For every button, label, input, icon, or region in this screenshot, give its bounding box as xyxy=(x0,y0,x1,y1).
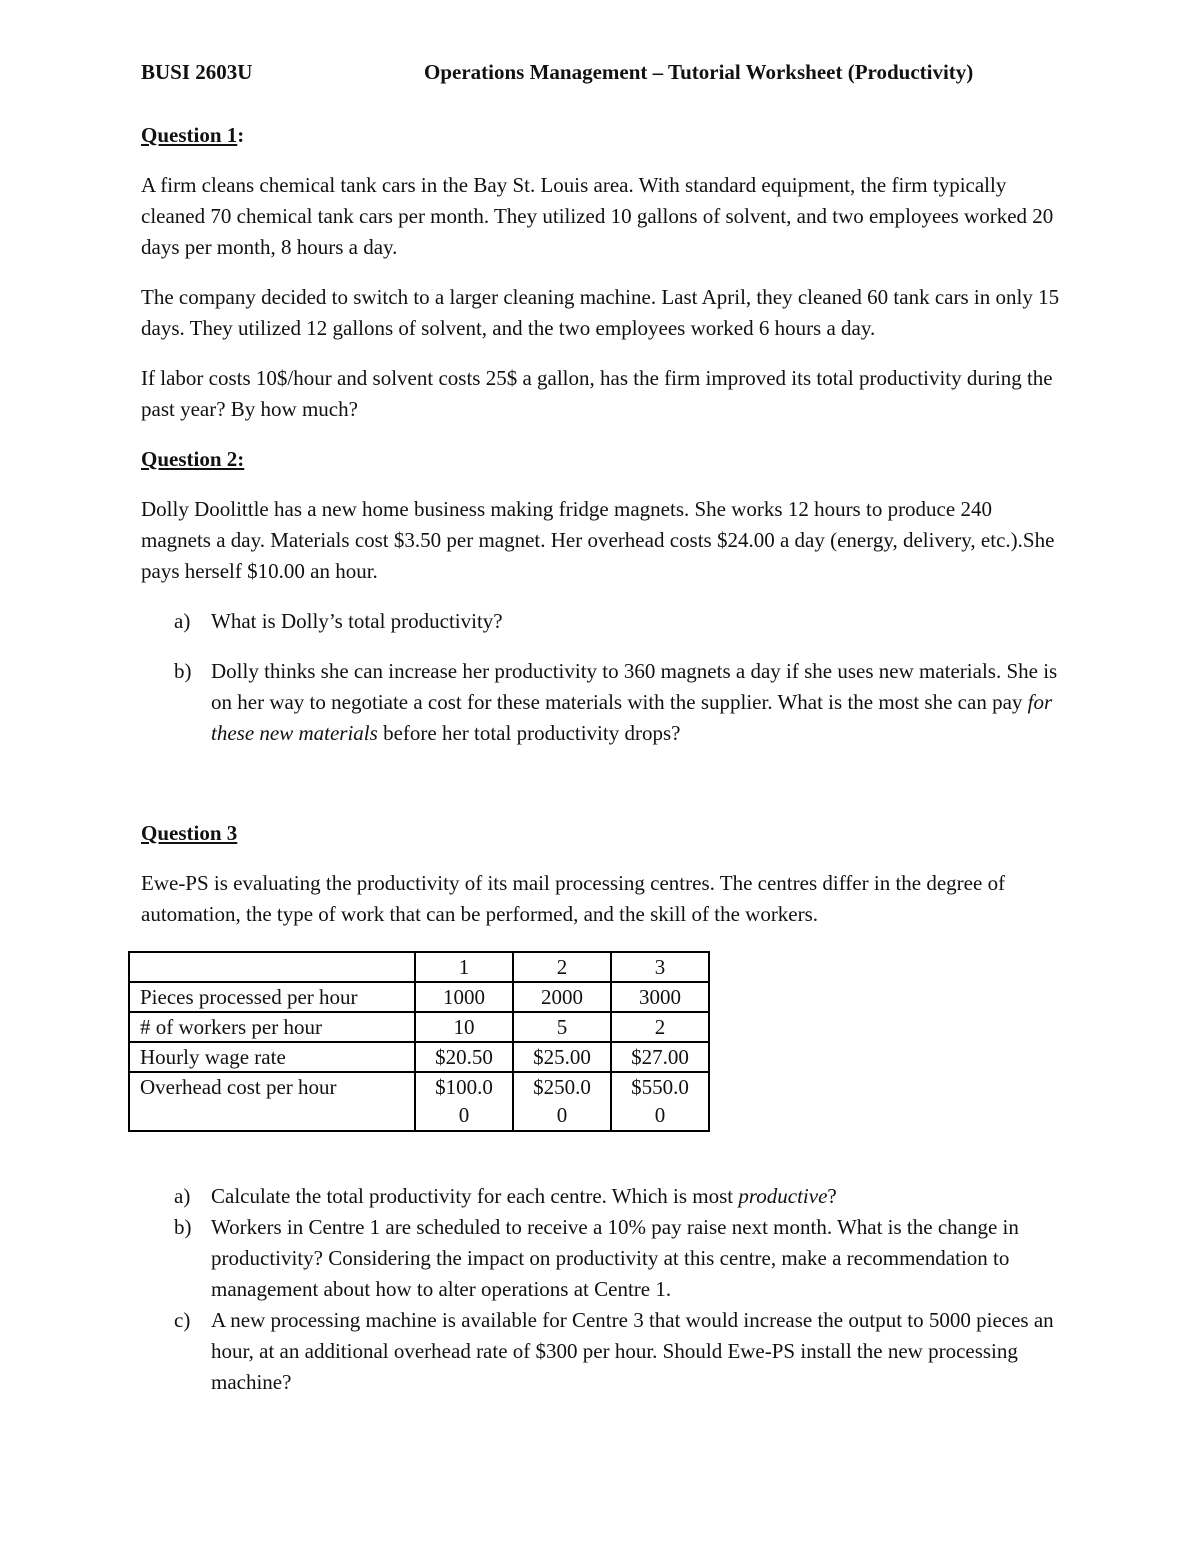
item-text: What is Dolly’s total productivity? xyxy=(211,609,503,633)
table-header-row xyxy=(129,952,709,982)
table-row-label: # of workers per hour xyxy=(129,1012,415,1042)
item-text xyxy=(211,1181,1066,1212)
question-3-item-a xyxy=(174,1181,1066,1212)
question-1-paragraph-2: The company decided to switch to a larger cleaning machine. Last April, they cleaned 60 tank cars in only 15 days. They utilized 12 gallons of solvent, and the two employees worked 6 hours a day. xyxy=(141,285,1060,340)
question-1-heading-text: Question 1 xyxy=(141,123,238,147)
table-row xyxy=(129,1072,709,1131)
item-text: A new processing machine is available for Centre 3 that would increase the output to 5000 pieces an hour, at an additional overhead rate of $300 per hour. Should Ewe-PS install the new processing machine? xyxy=(211,1308,1054,1394)
question-2-paragraph-1: Dolly Doolittle has a new home business making fridge magnets. She works 12 hours to produce 240 magnets a day. Materials cost $3.50 per magnet. Her overhead costs $24.00 a day (energy, delivery, etc.).She pays herself $10.00 an hour. xyxy=(141,497,1055,583)
table-cell: 10 xyxy=(415,1012,513,1042)
item-text-part: before her total productivity drops? xyxy=(377,721,681,745)
question-1-heading-colon: : xyxy=(237,123,245,147)
table-column-header: 1 xyxy=(415,952,513,982)
question-3-item-b xyxy=(174,1212,1066,1305)
table-cell: 3000 xyxy=(611,982,709,1012)
item-text-part: ? xyxy=(827,1184,837,1208)
table-cell: $550.0 0 xyxy=(611,1072,709,1131)
worksheet-title: Operations Management – Tutorial Worksheet (Productivity) xyxy=(424,60,974,84)
table-cell: 1000 xyxy=(415,982,513,1012)
question-3-paragraph-1: Ewe-PS is evaluating the productivity of its mail processing centres. The centres differ in the degree of automation, the type of work that can be performed, and the skill of the workers. xyxy=(141,871,1006,926)
question-3-heading: Question 3 xyxy=(141,821,238,845)
item-label: a) xyxy=(174,1184,191,1208)
table-column-header: 3 xyxy=(611,952,709,982)
item-label: c) xyxy=(174,1308,191,1332)
course-code: BUSI 2603U xyxy=(141,60,253,84)
table-cell: $100.0 0 xyxy=(415,1072,513,1131)
table-row xyxy=(129,1012,709,1042)
question-1-paragraph-1: A firm cleans chemical tank cars in the Bay St. Louis area. With standard equipment, the firm typically cleaned 70 chemical tank cars per month. They utilized 10 gallons of solvent, and two employees worked 20 days per month, 8 hours a day. xyxy=(141,173,1054,259)
item-text xyxy=(211,656,1066,749)
table-cell: $27.00 xyxy=(611,1042,709,1072)
table-cell: 5 xyxy=(513,1012,611,1042)
centres-table xyxy=(128,951,710,1132)
table-cell: $25.00 xyxy=(513,1042,611,1072)
table-row xyxy=(129,982,709,1012)
item-text-emphasis: productive xyxy=(738,1184,828,1208)
table-row-label: Hourly wage rate xyxy=(129,1042,415,1072)
table-row xyxy=(129,1042,709,1072)
table-cell: 2000 xyxy=(513,982,611,1012)
item-text-part: Dolly thinks she can increase her productivity to 360 magnets a day if she uses new materials. She is on her way to negotiate a cost for these materials with the supplier. What is the most she can pay xyxy=(211,659,1058,714)
table-column-header: 2 xyxy=(513,952,611,982)
table-cell: $20.50 xyxy=(415,1042,513,1072)
question-2-item-b xyxy=(174,656,1066,749)
item-text-part: Calculate the total productivity for each centre. Which is most xyxy=(211,1184,739,1208)
item-label: a) xyxy=(174,609,191,633)
item-label: b) xyxy=(174,659,192,683)
question-3-item-c xyxy=(174,1305,1066,1398)
question-2-item-a xyxy=(174,606,1066,637)
question-2-heading: Question 2: xyxy=(141,447,245,471)
question-1-heading xyxy=(141,120,1066,151)
table-row-label: Pieces processed per hour xyxy=(129,982,415,1012)
table-corner-cell xyxy=(129,952,415,982)
item-text: Workers in Centre 1 are scheduled to receive a 10% pay raise next month. What is the change in productivity? Considering the impact on productivity at this centre, make a recommendation to management about how to alter operations at Centre 1. xyxy=(211,1215,1019,1301)
item-label: b) xyxy=(174,1215,192,1239)
table-row-label: Overhead cost per hour xyxy=(129,1072,415,1131)
worksheet-content xyxy=(141,120,1066,1398)
item-text-emphasis: for these new materials xyxy=(211,690,1053,745)
question-1-paragraph-3: If labor costs 10$/hour and solvent costs 25$ a gallon, has the firm improved its total productivity during the past year? By how much? xyxy=(141,366,1053,421)
table-cell: $250.0 0 xyxy=(513,1072,611,1131)
table-cell: 2 xyxy=(611,1012,709,1042)
